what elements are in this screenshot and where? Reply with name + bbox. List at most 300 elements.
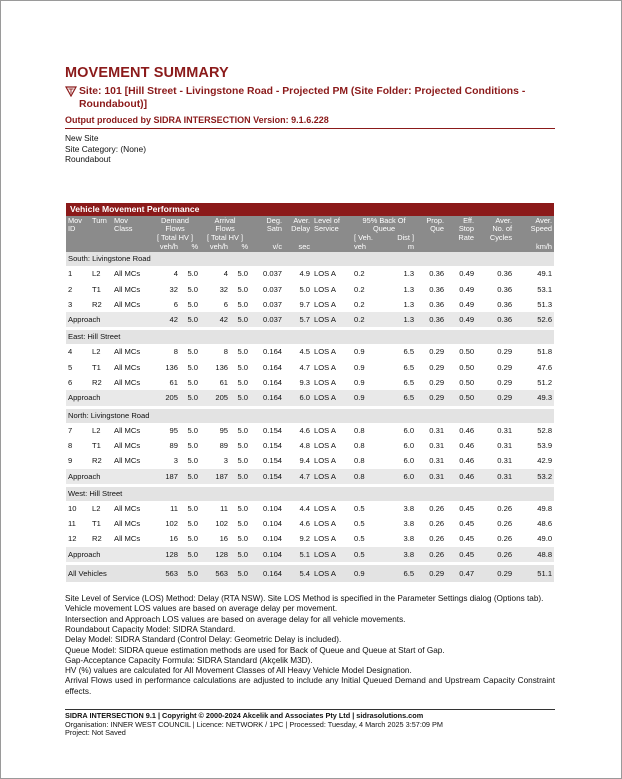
table-cell: 0.29 bbox=[429, 347, 445, 357]
table-cell: 5.0 bbox=[237, 456, 249, 466]
table-cell: 3 bbox=[68, 299, 73, 309]
table-cell: 8 bbox=[223, 347, 229, 357]
col-level-of-service: Level of Service bbox=[312, 216, 352, 243]
table-cell: 0.164 bbox=[250, 565, 284, 582]
table-cell: 0.50 bbox=[446, 390, 476, 405]
table-cell: 0.164 bbox=[263, 362, 283, 372]
col-aver-cycles: Aver. No. of Cycles bbox=[476, 216, 514, 243]
table-cell: 3.8 bbox=[403, 519, 415, 529]
col-aver-speed: Aver. Speed bbox=[514, 216, 554, 243]
table-cell: 0.26 bbox=[497, 534, 513, 544]
table-cell: 0.9 bbox=[352, 390, 388, 405]
table-cell: 61 bbox=[219, 378, 229, 388]
table-cell: 0.31 bbox=[429, 456, 445, 466]
table-cell: 53.2 bbox=[514, 469, 554, 484]
table-cell: 53.1 bbox=[537, 284, 553, 294]
table-cell: 0.9 bbox=[354, 362, 365, 372]
table-cell: 51.1 bbox=[514, 565, 554, 582]
table-cell: 0.154 bbox=[250, 469, 284, 484]
table-cell: 187 bbox=[150, 469, 180, 484]
table-cell: 0.29 bbox=[416, 565, 446, 582]
table-title: Vehicle Movement Performance bbox=[66, 203, 554, 216]
table-cell: Approach bbox=[66, 469, 150, 484]
table-cell: 3.8 bbox=[403, 503, 415, 513]
table-cell: 11 bbox=[220, 503, 229, 513]
unit-speed: km/h bbox=[514, 242, 554, 252]
table-cell: 89 bbox=[219, 440, 229, 450]
table-cell: 5.4 bbox=[284, 565, 312, 582]
col-mov-id: Mov ID bbox=[66, 216, 90, 243]
table-cell: 2 bbox=[68, 284, 73, 294]
table-cell: 136 bbox=[215, 362, 229, 372]
table-cell: All MCs bbox=[114, 519, 141, 529]
table-cell: LOS A bbox=[314, 534, 336, 544]
table-cell: 0.8 bbox=[352, 469, 388, 484]
table-units-row bbox=[66, 242, 554, 252]
table-cell: 0.29 bbox=[497, 378, 513, 388]
table-cell: 0.49 bbox=[446, 312, 476, 327]
table-cell: 0.154 bbox=[263, 456, 283, 466]
col-eff-stop-rate: Eff. Stop Rate bbox=[446, 216, 476, 243]
table-cell: All MCs bbox=[114, 284, 141, 294]
col-prop-que: Prop. Que bbox=[416, 216, 446, 243]
table-cell: 0.49 bbox=[459, 269, 475, 279]
table-row bbox=[66, 266, 554, 281]
table-cell: 1 bbox=[68, 269, 73, 279]
table-cell: 47.6 bbox=[537, 362, 553, 372]
table-cell: 0.50 bbox=[459, 347, 475, 357]
col-turn: Turn bbox=[90, 216, 112, 243]
footer-copyright: SIDRA INTERSECTION 9.1 | Copyright © 2000-2024 Akcelik and Associates Pty Ltd | sidrasolutions.com bbox=[65, 711, 424, 720]
table-row bbox=[66, 282, 554, 297]
table-row bbox=[66, 297, 554, 312]
table-cell: 6.0 bbox=[388, 469, 416, 484]
report-notes bbox=[65, 594, 555, 697]
table-cell: 53.9 bbox=[537, 440, 553, 450]
table-cell: 0.29 bbox=[416, 390, 446, 405]
table-cell: 0.31 bbox=[429, 440, 445, 450]
table-cell: 102 bbox=[165, 519, 178, 529]
table-cell: 6.0 bbox=[403, 425, 415, 435]
table-cell: 5.0 bbox=[187, 440, 199, 450]
table-cell: 4 bbox=[223, 269, 229, 279]
table-cell: 10 bbox=[68, 503, 77, 513]
meta-site-category: Site Category: (None) bbox=[65, 143, 146, 154]
table-cell: 5.1 bbox=[284, 547, 312, 562]
table-cell: 6 bbox=[173, 299, 178, 309]
table-cell: 0.5 bbox=[354, 519, 365, 529]
table-cell: 0.154 bbox=[263, 425, 283, 435]
table-cell: 0.36 bbox=[497, 299, 513, 309]
table-cell: 136 bbox=[165, 362, 178, 372]
table-cell: 5.0 bbox=[187, 534, 199, 544]
table-cell: LOS A bbox=[312, 312, 352, 327]
table-cell: 5.0 bbox=[237, 299, 249, 309]
unit-deg-satn: v/c bbox=[250, 242, 284, 252]
table-row bbox=[66, 531, 554, 546]
table-cell: 9.7 bbox=[299, 299, 311, 309]
table-cell: 89 bbox=[169, 440, 178, 450]
approach-group-header bbox=[66, 487, 554, 501]
table-cell: 5.0 bbox=[180, 547, 200, 562]
table-cell: 0.29 bbox=[429, 378, 445, 388]
table-cell: LOS A bbox=[312, 390, 352, 405]
table-cell: 1.3 bbox=[403, 284, 415, 294]
table-cell: 5.0 bbox=[187, 519, 199, 529]
table-cell: 0.2 bbox=[354, 284, 365, 294]
table-row bbox=[66, 423, 554, 438]
table-cell: 128 bbox=[200, 547, 230, 562]
table-cell: 48.8 bbox=[514, 547, 554, 562]
table-cell: LOS A bbox=[314, 425, 336, 435]
table-cell: LOS A bbox=[314, 284, 336, 294]
roundabout-site-icon bbox=[65, 86, 79, 111]
table-cell: T1 bbox=[92, 519, 101, 529]
table-cell: 5.0 bbox=[180, 312, 200, 327]
table-row bbox=[66, 360, 554, 375]
table-cell: 8 bbox=[68, 440, 73, 450]
table-cell: 51.3 bbox=[537, 299, 553, 309]
table-cell: 5.0 bbox=[187, 425, 199, 435]
table-cell: 0.8 bbox=[354, 440, 365, 450]
table-cell: 0.36 bbox=[497, 269, 513, 279]
table-cell: LOS A bbox=[314, 299, 336, 309]
table-cell: All Vehicles bbox=[66, 565, 150, 582]
table-cell: 0.164 bbox=[250, 390, 284, 405]
table-cell: 0.46 bbox=[459, 456, 475, 466]
table-cell: 5.0 bbox=[187, 378, 199, 388]
table-cell: LOS A bbox=[314, 440, 336, 450]
footer-project: Project: Not Saved bbox=[65, 728, 126, 738]
table-cell: 0.29 bbox=[476, 390, 514, 405]
unit-delay: sec bbox=[284, 242, 312, 252]
table-cell: 0.5 bbox=[352, 547, 388, 562]
table-cell: 0.45 bbox=[459, 503, 475, 513]
table-cell: 1.3 bbox=[403, 269, 415, 279]
col-mov-class: Mov Class bbox=[112, 216, 150, 243]
table-cell: T1 bbox=[92, 440, 101, 450]
footer-organisation: Organisation: INNER WEST COUNCIL | Licence: NETWORK / 1PC | Processed: Tuesday, 4 March 2025 3:57:09 PM bbox=[65, 719, 443, 729]
table-cell: 5.0 bbox=[299, 284, 311, 294]
table-cell: 42 bbox=[200, 312, 230, 327]
table-cell: 8 bbox=[173, 347, 178, 357]
note-item: Gap-Acceptance Capacity Formula: SIDRA Standard (Akçelik M3D). bbox=[65, 655, 313, 665]
table-cell: 4 bbox=[68, 347, 73, 357]
table-cell: 5.0 bbox=[187, 503, 199, 513]
table-cell: 49.3 bbox=[514, 390, 554, 405]
table-cell: 0.104 bbox=[263, 503, 283, 513]
table-cell: 42 bbox=[150, 312, 180, 327]
table-cell: R2 bbox=[92, 299, 102, 309]
table-cell: 0.36 bbox=[416, 312, 446, 327]
table-cell: 0.29 bbox=[476, 565, 514, 582]
table-cell: All MCs bbox=[114, 503, 141, 513]
table-cell: 0.29 bbox=[429, 362, 445, 372]
table-cell: 5.0 bbox=[237, 503, 249, 513]
approach-group-header bbox=[66, 330, 554, 344]
approach-summary-row bbox=[66, 312, 554, 327]
table-body bbox=[66, 252, 554, 582]
table-cell: 5.0 bbox=[237, 347, 249, 357]
table-cell: 5.0 bbox=[237, 425, 249, 435]
table-cell: L2 bbox=[92, 269, 101, 279]
table-cell: 0.5 bbox=[354, 503, 365, 513]
table-cell: 6.0 bbox=[403, 440, 415, 450]
table-cell: 5.0 bbox=[230, 312, 250, 327]
table-cell: 3 bbox=[223, 456, 229, 466]
note-item: Vehicle movement LOS values are based on average delay per movement. bbox=[65, 604, 338, 614]
unit-demand-total: veh/h bbox=[150, 242, 180, 252]
table-cell: 52.6 bbox=[514, 312, 554, 327]
all-vehicles-row bbox=[66, 565, 554, 582]
table-cell: 5.0 bbox=[230, 565, 250, 582]
table-cell: 5.0 bbox=[237, 440, 249, 450]
table-cell: R2 bbox=[92, 378, 102, 388]
table-cell: LOS A bbox=[314, 503, 336, 513]
table-cell: 5.0 bbox=[230, 547, 250, 562]
table-row bbox=[66, 438, 554, 453]
approach-summary-row bbox=[66, 390, 554, 405]
table-cell: 5.7 bbox=[284, 312, 312, 327]
table-cell: 5.0 bbox=[237, 284, 249, 294]
table-cell: 0.037 bbox=[250, 312, 284, 327]
table-cell: 4.9 bbox=[299, 269, 311, 279]
table-cell: 0.31 bbox=[429, 425, 445, 435]
table-cell: 0.47 bbox=[446, 565, 476, 582]
table-cell: 3.8 bbox=[388, 547, 416, 562]
table-cell: 563 bbox=[200, 565, 230, 582]
table-cell: 0.49 bbox=[459, 299, 475, 309]
table-cell: 4.7 bbox=[284, 469, 312, 484]
table-cell: 0.9 bbox=[352, 565, 388, 582]
table-row bbox=[66, 375, 554, 390]
table-cell: All MCs bbox=[114, 534, 141, 544]
table-cell: 0.2 bbox=[354, 269, 365, 279]
table-cell: 5.0 bbox=[237, 519, 249, 529]
table-row bbox=[66, 501, 554, 516]
col-deg-satn: Deg. Satn bbox=[250, 216, 284, 243]
table-cell: 5.0 bbox=[237, 269, 249, 279]
table-cell: 32 bbox=[219, 284, 229, 294]
unit-arrival-total: veh/h bbox=[200, 242, 230, 252]
table-cell: 0.26 bbox=[497, 519, 513, 529]
report-content bbox=[65, 65, 555, 738]
table-cell: Approach bbox=[66, 390, 150, 405]
table-cell: 0.8 bbox=[354, 456, 365, 466]
report-footer bbox=[65, 709, 555, 738]
performance-table bbox=[66, 216, 554, 583]
table-cell: 9 bbox=[68, 456, 73, 466]
table-cell: 0.26 bbox=[476, 547, 514, 562]
table-cell: 0.31 bbox=[476, 469, 514, 484]
unit-queue-dist: m bbox=[388, 242, 416, 252]
table-cell: 4.7 bbox=[299, 362, 311, 372]
report-title: MOVEMENT SUMMARY bbox=[65, 65, 229, 81]
table-cell: 0.45 bbox=[459, 534, 475, 544]
table-cell: T1 bbox=[92, 362, 101, 372]
approach-summary-row bbox=[66, 547, 554, 562]
table-row bbox=[66, 344, 554, 359]
table-cell: 1.3 bbox=[403, 299, 415, 309]
table-cell: LOS A bbox=[314, 378, 336, 388]
table-cell: All MCs bbox=[114, 362, 141, 372]
table-cell: Approach bbox=[66, 312, 150, 327]
table-cell: 5 bbox=[68, 362, 73, 372]
table-cell: 61 bbox=[169, 378, 178, 388]
site-meta bbox=[65, 133, 555, 165]
table-cell: 0.037 bbox=[263, 269, 283, 279]
table-cell: 16 bbox=[169, 534, 178, 544]
table-header-row bbox=[66, 216, 554, 243]
table-cell: 5.0 bbox=[187, 299, 199, 309]
table-cell: 0.31 bbox=[497, 440, 513, 450]
table-cell: 5.0 bbox=[187, 269, 199, 279]
table-cell: 49.0 bbox=[537, 534, 553, 544]
table-cell: LOS A bbox=[314, 269, 336, 279]
table-cell: 4.5 bbox=[299, 347, 311, 357]
table-cell: 6.5 bbox=[388, 565, 416, 582]
table-cell: 51.2 bbox=[537, 378, 553, 388]
table-cell: 5.0 bbox=[230, 390, 250, 405]
meta-site-name: New Site bbox=[65, 133, 99, 143]
table-cell: 9.2 bbox=[299, 534, 311, 544]
table-cell: 0.36 bbox=[429, 269, 445, 279]
table-cell: 6.0 bbox=[284, 390, 312, 405]
table-cell: 5.0 bbox=[237, 378, 249, 388]
table-cell: 6.5 bbox=[403, 362, 415, 372]
table-cell: 5.0 bbox=[237, 534, 249, 544]
table-cell: 51.8 bbox=[537, 347, 553, 357]
table-cell: 0.49 bbox=[459, 284, 475, 294]
table-cell: LOS A bbox=[312, 547, 352, 562]
table-cell: 0.29 bbox=[497, 347, 513, 357]
note-item: Roundabout Capacity Model: SIDRA Standard. bbox=[65, 624, 236, 634]
table-cell: 6.0 bbox=[403, 456, 415, 466]
table-cell: 32 bbox=[169, 284, 178, 294]
table-cell: All MCs bbox=[114, 425, 141, 435]
table-cell: 6 bbox=[223, 299, 229, 309]
table-cell: 0.31 bbox=[497, 456, 513, 466]
table-cell: 0.36 bbox=[429, 299, 445, 309]
table-cell: Approach bbox=[66, 547, 150, 562]
site-heading bbox=[65, 86, 555, 111]
table-cell: L2 bbox=[92, 425, 101, 435]
table-cell: 0.46 bbox=[446, 469, 476, 484]
table-cell: 0.31 bbox=[416, 469, 446, 484]
table-cell: 5.0 bbox=[180, 565, 200, 582]
table-cell: 0.037 bbox=[263, 299, 283, 309]
table-cell: 0.46 bbox=[459, 440, 475, 450]
table-cell: LOS A bbox=[312, 469, 352, 484]
table-cell: 0.26 bbox=[429, 519, 445, 529]
approach-group-header bbox=[66, 252, 554, 266]
table-cell: 0.9 bbox=[354, 347, 365, 357]
table-cell: L2 bbox=[92, 503, 101, 513]
table-cell: 0.29 bbox=[497, 362, 513, 372]
unit-arrival-hv: % bbox=[230, 242, 250, 252]
table-cell: 0.2 bbox=[352, 312, 388, 327]
table-cell: T1 bbox=[92, 284, 101, 294]
table-row bbox=[66, 453, 554, 468]
approach-summary-row bbox=[66, 469, 554, 484]
table-cell: R2 bbox=[92, 456, 102, 466]
table-cell: 0.037 bbox=[263, 284, 283, 294]
table-cell: 563 bbox=[150, 565, 180, 582]
table-cell: 0.36 bbox=[497, 284, 513, 294]
table-cell: 6 bbox=[68, 378, 73, 388]
table-cell: 0.45 bbox=[459, 519, 475, 529]
table-cell: 49.1 bbox=[537, 269, 553, 279]
table-cell: 6.5 bbox=[403, 378, 415, 388]
approach-name: South: Livingstone Road bbox=[66, 252, 554, 266]
table-cell: 0.26 bbox=[429, 534, 445, 544]
table-cell: 6.5 bbox=[403, 347, 415, 357]
table-cell: 0.36 bbox=[429, 284, 445, 294]
table-cell: 52.8 bbox=[537, 425, 553, 435]
table-cell: 205 bbox=[150, 390, 180, 405]
table-cell: 4.6 bbox=[299, 425, 311, 435]
col-arrival-flows: Arrival Flows [ Total HV ] bbox=[200, 216, 250, 243]
approach-name: East: Hill Street bbox=[66, 330, 554, 344]
table-cell: 205 bbox=[200, 390, 230, 405]
table-cell: 0.45 bbox=[446, 547, 476, 562]
table-cell: 0.46 bbox=[459, 425, 475, 435]
table-cell: 0.104 bbox=[250, 547, 284, 562]
table-cell: 0.154 bbox=[263, 440, 283, 450]
table-cell: 6.5 bbox=[388, 390, 416, 405]
table-cell: All MCs bbox=[114, 378, 141, 388]
table-cell: 128 bbox=[150, 547, 180, 562]
table-cell: 9.4 bbox=[299, 456, 311, 466]
approach-name: West: Hill Street bbox=[66, 487, 554, 501]
table-cell: 42.9 bbox=[537, 456, 553, 466]
table-cell: LOS A bbox=[314, 456, 336, 466]
table-cell: 0.164 bbox=[263, 378, 283, 388]
site-name: Site: 101 [Hill Street - Livingstone Road - Projected PM (Site Folder: Projected Conditions - Roundabout)] bbox=[79, 86, 526, 110]
unit-queue-veh: veh bbox=[352, 242, 388, 252]
table-cell: 4.8 bbox=[299, 440, 311, 450]
table-cell: 7 bbox=[68, 425, 73, 435]
table-cell: L2 bbox=[92, 347, 101, 357]
table-cell: 5.0 bbox=[187, 362, 199, 372]
table-cell: 0.9 bbox=[354, 378, 365, 388]
note-item: Delay Model: SIDRA Standard (Control Delay: Geometric Delay is included). bbox=[65, 635, 342, 645]
table-cell: 5.0 bbox=[230, 469, 250, 484]
table-cell: LOS A bbox=[314, 362, 336, 372]
table-cell: All MCs bbox=[114, 456, 141, 466]
table-cell: 0.26 bbox=[416, 547, 446, 562]
table-cell: 5.0 bbox=[187, 456, 199, 466]
table-cell: 3 bbox=[173, 456, 178, 466]
table-cell: All MCs bbox=[114, 440, 141, 450]
table-cell: 0.2 bbox=[354, 299, 365, 309]
table-cell: 12 bbox=[68, 534, 77, 544]
unit-demand-hv: % bbox=[180, 242, 200, 252]
table-cell: 16 bbox=[219, 534, 229, 544]
table-cell: 0.8 bbox=[354, 425, 365, 435]
table-cell: 187 bbox=[200, 469, 230, 484]
table-cell: 11 bbox=[170, 503, 178, 513]
table-cell: 3.8 bbox=[403, 534, 415, 544]
table-cell: 5.0 bbox=[237, 362, 249, 372]
table-cell: 0.50 bbox=[459, 362, 475, 372]
table-cell: LOS A bbox=[312, 565, 352, 582]
table-cell: 5.0 bbox=[187, 347, 199, 357]
table-cell: R2 bbox=[92, 534, 102, 544]
table-cell: LOS A bbox=[314, 519, 336, 529]
table-cell: All MCs bbox=[114, 269, 141, 279]
note-item: Queue Model: SIDRA queue estimation methods are used for Back of Queue and Queue at Start of Gap. bbox=[65, 645, 445, 655]
